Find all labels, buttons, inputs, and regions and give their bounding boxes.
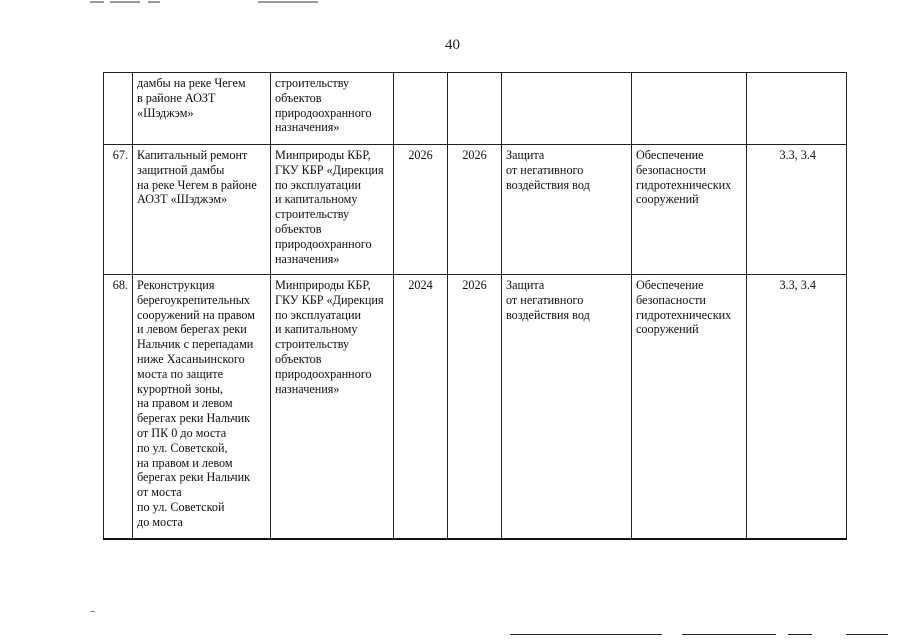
cell-direction: Защита от негативного воздействия вод: [502, 145, 632, 275]
bottom-rule: [682, 634, 776, 635]
cell-end-year: 2026: [448, 145, 502, 275]
cell-responsible: строительству объектов природоохранного назначения»: [271, 73, 394, 145]
cell-goal: Обеспечение безопасности гидротехнических сооружений: [632, 275, 747, 539]
cell-start-year: 2024: [394, 275, 448, 539]
cell-end-year: 2026: [448, 275, 502, 539]
bottom-rule: [846, 634, 888, 635]
cell-object: Реконструкция берегоукрепительных сооружений на правом и левом берегах реки Нальчик с перепадами ниже Хасаньинского моста по защите курортной зоны, на правом и левом берегах реки Нальчик от ПК 0 до моста по ул. Советской, на правом и левом берегах реки Нальчик от моста по ул. Советской до моста: [133, 275, 271, 539]
page-number: 40: [445, 37, 460, 53]
cell-start-year: 2026: [394, 145, 448, 275]
cell-num: [104, 73, 133, 145]
table-row-continuation: [104, 73, 847, 145]
table-row: [104, 275, 847, 539]
cell-indicators: 3.3, 3.4: [747, 145, 847, 275]
table-row: [104, 145, 847, 275]
cell-direction: Защита от негативного воздействия вод: [502, 275, 632, 539]
cell-responsible: Минприроды КБР, ГКУ КБР «Дирекция по эксплуатации и капитальному строительству объектов природоохранного назначения»: [271, 145, 394, 275]
cell-responsible: Минприроды КБР, ГКУ КБР «Дирекция по эксплуатации и капитальному строительству объектов природоохранного назначения»: [271, 275, 394, 539]
cell-num: 67.: [104, 145, 133, 275]
cell-goal: [632, 73, 747, 145]
cell-end-year: [448, 73, 502, 145]
top-edge-marks: [90, 0, 330, 6]
bottom-rule: [788, 634, 812, 635]
cell-object: Капитальный ремонт защитной дамбы на реке Чегем в районе АОЗТ «Шэджэм»: [133, 145, 271, 275]
margin-mark: [91, 611, 95, 612]
cell-num: 68.: [104, 275, 133, 539]
cell-direction: [502, 73, 632, 145]
cell-indicators: 3.3, 3.4: [747, 275, 847, 539]
cell-indicators: [747, 73, 847, 145]
bottom-rule: [510, 634, 662, 635]
cell-goal: Обеспечение безопасности гидротехнических сооружений: [632, 145, 747, 275]
program-table: [103, 72, 847, 540]
cell-start-year: [394, 73, 448, 145]
cell-object: дамбы на реке Чегем в районе АОЗТ «Шэджэм»: [133, 73, 271, 145]
